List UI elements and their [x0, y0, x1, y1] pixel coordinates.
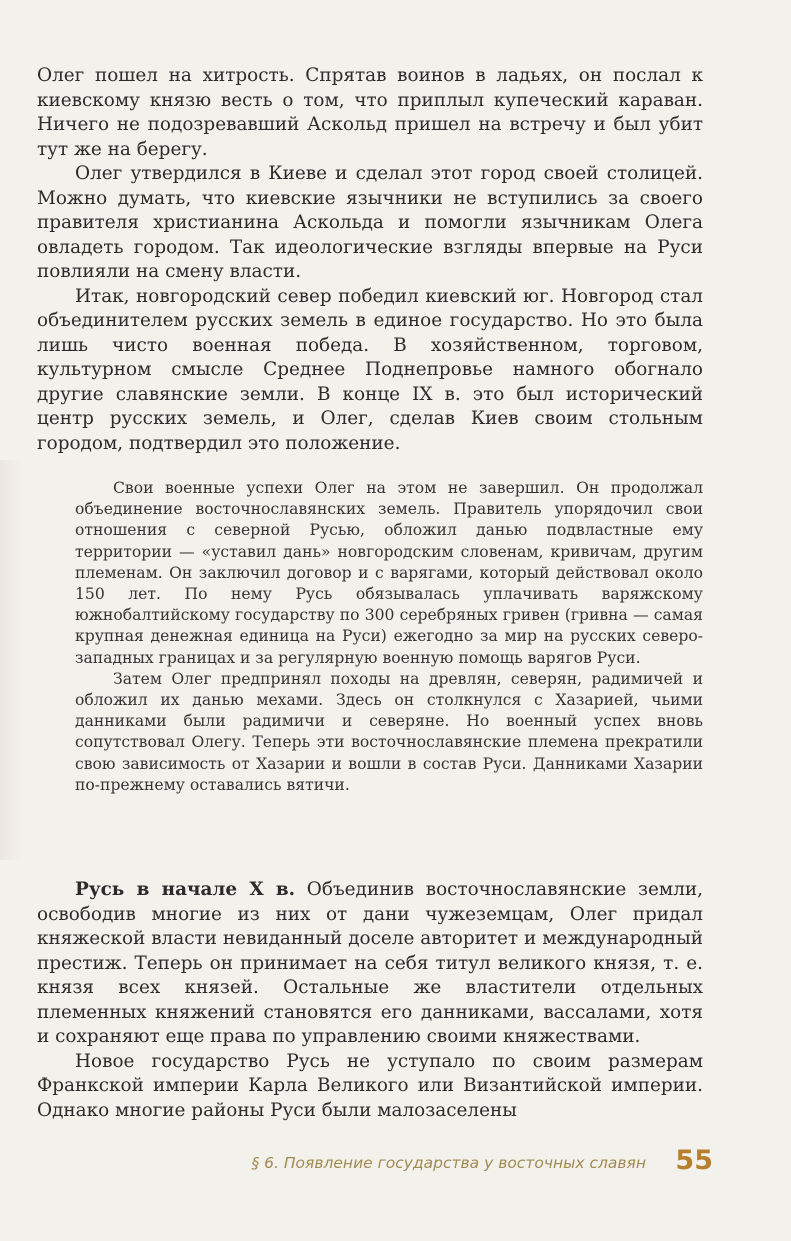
paragraph-text: Объединив восточнославянские земли, освободив многие из них от дани чужеземцам, Олег придал княжеской власти невиданный доселе авторитет и международный престиж. Теперь он принимает на себя титул великого князя, т. е. князя всех князей. Остальные же властители отдельных племенных княжений становятся его данниками, вассалами, хотя и сохраняют еще права по управлению своими княжествами.: [37, 879, 704, 1047]
paragraph-with-heading: [37, 878, 703, 1050]
paragraph: Олег пошел на хитрость. Спрятав воинов в ладьях, он послал к киевскому князю весть о том, что приплыл купеческий караван. Ничего не подозревавший Аскольд пришел на встречу и был убит тут же на берегу.: [37, 65, 703, 160]
running-footer-title: § 6. Появление государства у восточных славян: [251, 1154, 646, 1172]
main-text-block-top: [37, 64, 703, 456]
paragraph: Итак, новгородский север победил киевский юг. Новгород стал объединителем русских земель в единое государство. Но это была лишь чисто военная победа. В хозяйственном, торговом, культурном смысле Среднее Поднепровье намного обогнало другие славянские земли. В конце IX в. это был исторический центр русских земель, и Олег, сделав Киев своим стольным городом, подтвердил это положение.: [37, 285, 703, 454]
side-tab-decoration: [0, 460, 22, 860]
paragraph: Новое государство Русь не уступало по своим размерам Франкской империи Карла Великого или Византийской империи. Однако многие районы Руси были малозаселены: [37, 1050, 703, 1121]
small-print-block: [75, 478, 703, 796]
main-text-block-bottom: [37, 878, 703, 1123]
page-number: 55: [675, 1145, 713, 1176]
section-heading: Русь в начале X в.: [75, 879, 296, 900]
paragraph: Олег утвердился в Киеве и сделал этот город своей столицей. Можно думать, что киевские язычники не вступились за своего правителя христианина Аскольда и помогли язычникам Олега овладеть городом. Так идеологические взгляды впервые на Руси повлияли на смену власти.: [37, 163, 703, 282]
small-paragraph: Свои военные успехи Олег на этом не завершил. Он продолжал объединение восточнославянских земель. Правитель упорядочил свои отношения с северной Русью, обложил данью подвластные ему территории — «уставил дань» новгородским словенам, кривичам, другим племенам. Он заключил договор и с варягами, который действовал около 150 лет. По нему Русь обязывалась уплачивать варяжскому южнобалтийскому государству по 300 серебряных гривен (гривна — самая крупная денежная единица на Руси) ежегодно за мир на русских северо-западных границах и за регулярную военную помощь варягов Руси.: [75, 479, 703, 667]
small-paragraph: Затем Олег предпринял походы на древлян, северян, радимичей и обложил их данью мехами. Здесь он столкнулся с Хазарией, чьими данниками были радимичи и северяне. Но военный успех вновь сопутствовал Олегу. Теперь эти восточнославянские племена прекратили свою зависимость от Хазарии и вошли в состав Руси. Данниками Хазарии по-прежнему оставались вятичи.: [75, 669, 703, 794]
page-footer: [0, 1144, 791, 1184]
